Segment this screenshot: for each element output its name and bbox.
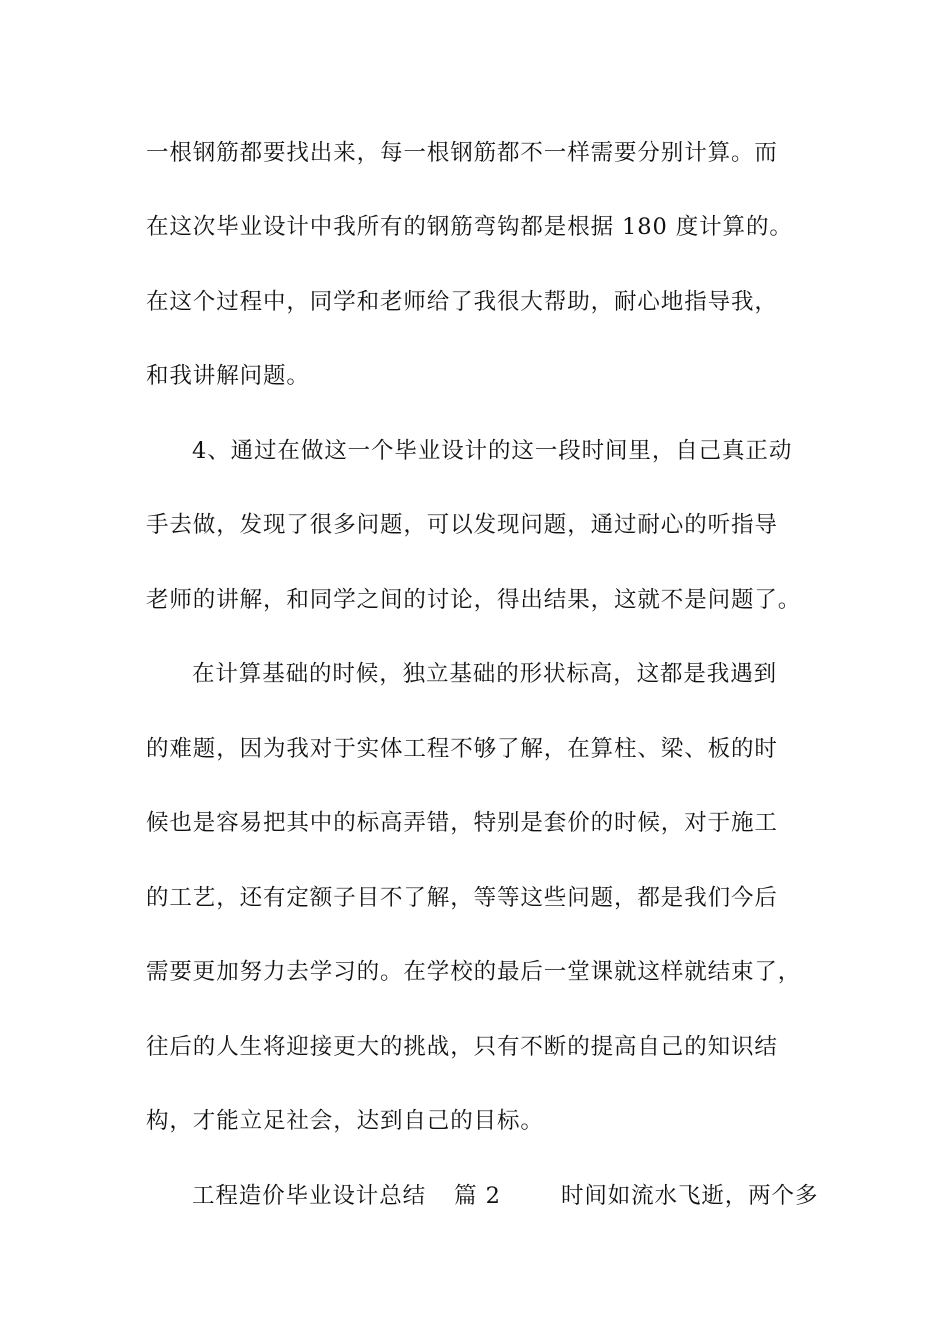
text-line: 手去做，发现了很多问题，可以发现问题，通过耐心的听指导 <box>146 512 778 538</box>
text-line: 的难题，因为我对于实体工程不够了解，在算柱、梁、板的时 <box>146 736 778 762</box>
text-line: 候也是容易把其中的标高弄错，特别是套价的时候，对于施工 <box>146 810 778 836</box>
text-line: 在这次毕业设计中我所有的钢筋弯钩都是根据 180 度计算的。 <box>146 214 793 240</box>
section-part-number: 篇 2 <box>454 1183 501 1209</box>
text-line: 一根钢筋都要找出来，每一根钢筋都不一样需要分别计算。而 <box>146 140 778 166</box>
section-title: 工程造价毕业设计总结 <box>192 1183 427 1209</box>
text-line: 和我讲解问题。 <box>146 363 310 389</box>
section-heading-line <box>192 1180 882 1212</box>
section-intro-text: 时间如流水飞逝，两个多 <box>560 1183 819 1209</box>
text-line: 在这个过程中，同学和老师给了我很大帮助，耐心地指导我， <box>146 289 778 315</box>
text-line: 4、通过在做这一个毕业设计的这一段时间里，自己真正动 <box>192 438 793 464</box>
text-line: 老师的讲解，和同学之间的讨论，得出结果，这就不是问题了。 <box>146 587 802 613</box>
text-line: 需要更加努力去学习的。在学校的最后一堂课就这样就结束了， <box>146 959 802 985</box>
text-line: 往后的人生将迎接更大的挑战，只有不断的提高自己的知识结 <box>146 1034 778 1060</box>
text-line: 构，才能立足社会，达到自己的目标。 <box>146 1108 544 1134</box>
text-line: 在计算基础的时候，独立基础的形状标高，这都是我遇到 <box>192 661 778 687</box>
text-line: 的工艺，还有定额子目不了解，等等这些问题，都是我们今后 <box>146 885 778 911</box>
